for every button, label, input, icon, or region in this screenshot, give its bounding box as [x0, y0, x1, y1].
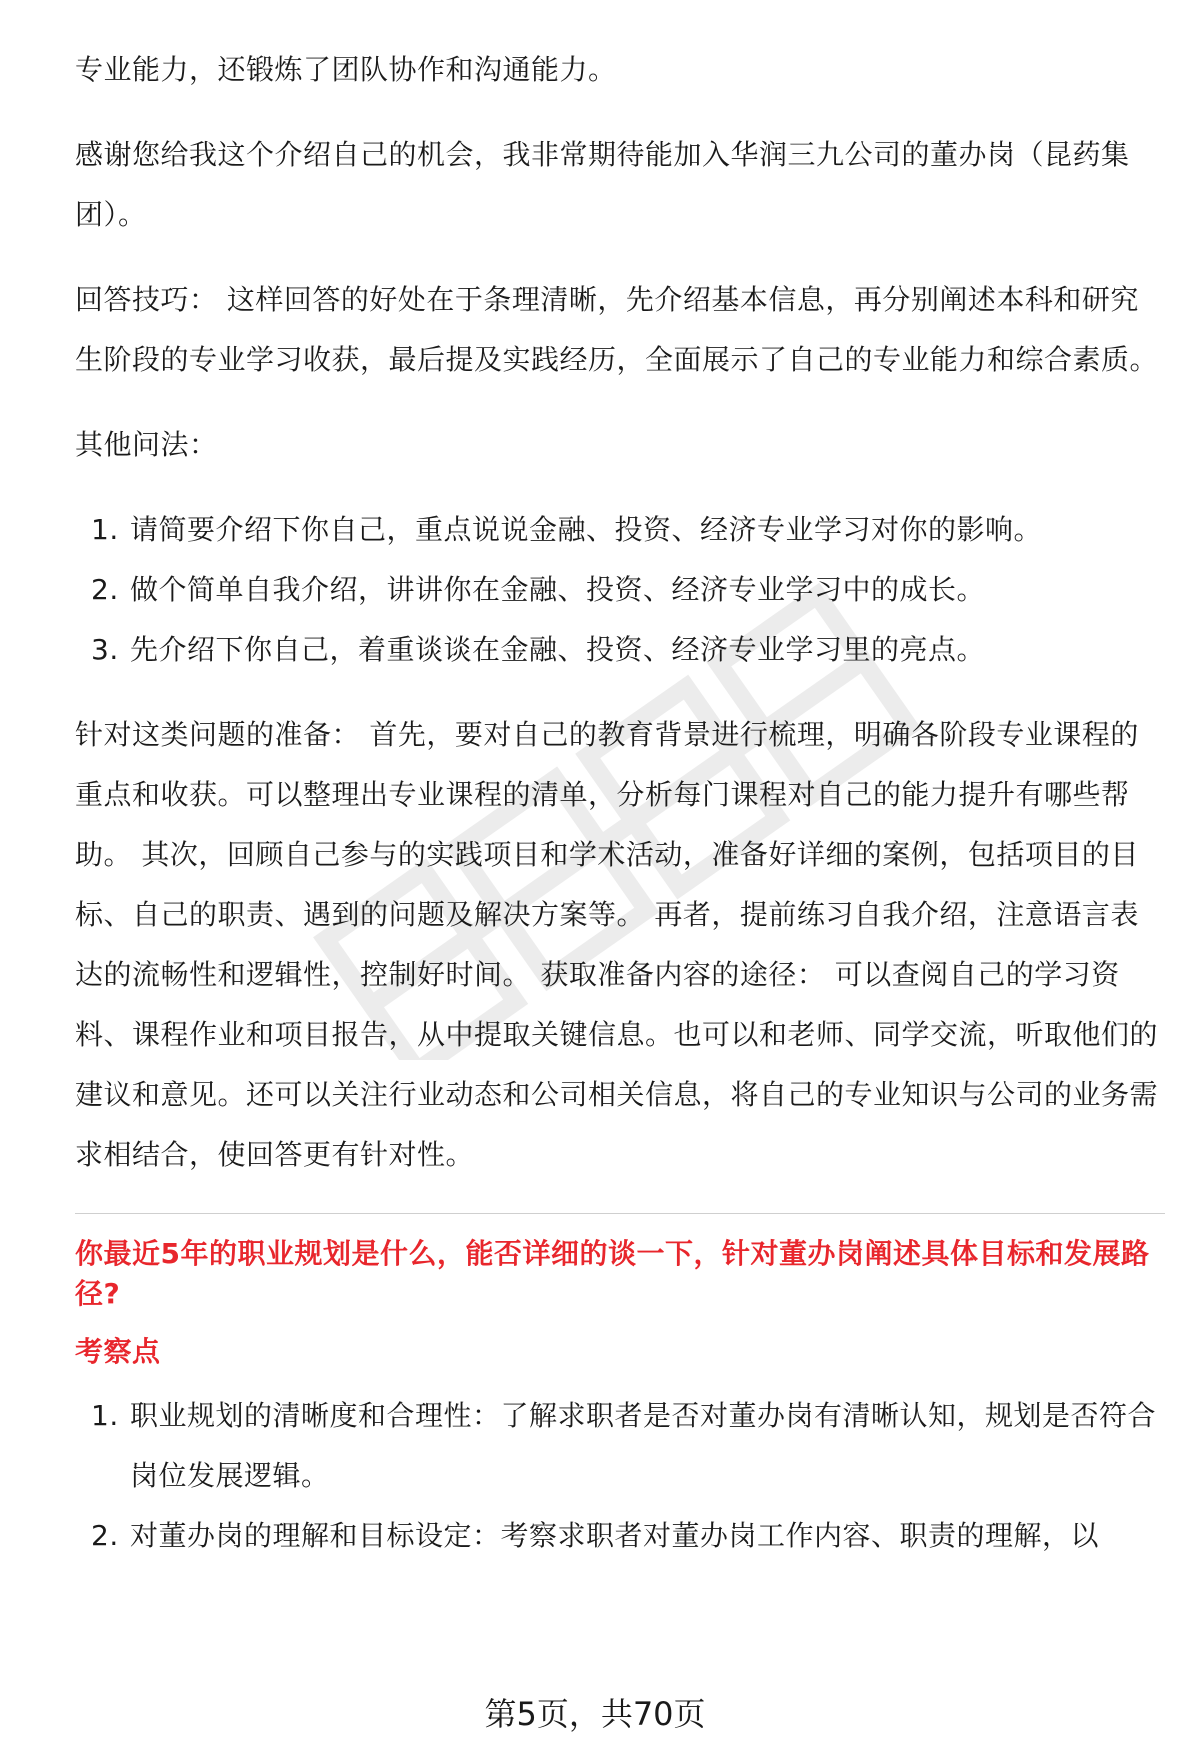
- paragraph-preparation: 针对这类问题的准备： 首先，要对自己的教育背景进行梳理，明确各阶段专业课程的重点和收获。可以整理出专业课程的清单，分析每门课程对自己的能力提升有哪些帮助。 其次，回顾自己参与的实践项目和学术活动，准备好详细的案例，包括项目的目标、自己的职责、遇到的问题及解决方案等。 再者，提前练习自我介绍，注意语言表达的流畅性和逻辑性，控制好时间。 获取准备内容的途径： 可以查阅自己的学习资料、课程作业和项目报告，从中提取关键信息。也可以和老师、同学交流，听取他们的建议和意见。还可以关注行业动态和公司相关信息，将自己的专业知识与公司的业务需求相结合，使回答更有针对性。: [75, 718, 1159, 1171]
- section-divider: [75, 1213, 1165, 1214]
- list-item: [75, 620, 1165, 680]
- list-item: [75, 560, 1165, 620]
- list-text: 请简要介绍下你自己，重点说说金融、投资、经济专业学习对你的影响。: [130, 513, 1043, 546]
- section-subheading: 考察点: [75, 1335, 161, 1368]
- paragraph-answer-tips: 回答技巧： 这样回答的好处在于条理清晰，先介绍基本信息，再分别阐述本科和研究生阶段的专业学习收获，最后提及实践经历，全面展示了自己的专业能力和综合素质。: [75, 283, 1159, 376]
- paragraph-intro-tail: 专业能力，还锻炼了团队协作和沟通能力。: [75, 53, 617, 86]
- list-number: 2.: [91, 1519, 119, 1552]
- interview-question: 你最近5年的职业规划是什么，能否详细的谈一下，针对董办岗阐述具体目标和发展路径?: [75, 1237, 1150, 1310]
- page-number: 第5页，共70页: [484, 1695, 706, 1733]
- list-item: [75, 1386, 1165, 1506]
- other-questions-list: [75, 500, 1165, 680]
- list-item: [75, 500, 1165, 560]
- list-item: [75, 1506, 1165, 1566]
- list-text: 职业规划的清晰度和合理性：了解求职者是否对董办岗有清晰认知，规划是否符合岗位发展逻辑。: [130, 1399, 1157, 1492]
- document-body: [75, 40, 1165, 1566]
- list-number: 1.: [91, 513, 119, 546]
- paragraph-thanks: 感谢您给我这个介绍自己的机会，我非常期待能加入华润三九公司的董办岗（昆药集团）。: [75, 138, 1130, 231]
- list-number: 2.: [91, 573, 119, 606]
- list-number: 3.: [91, 633, 119, 666]
- list-text: 对董办岗的理解和目标设定：考察求职者对董办岗工作内容、职责的理解，以: [130, 1519, 1100, 1552]
- paragraph-other-questions-heading: 其他问法：: [75, 428, 218, 461]
- list-text: 做个简单自我介绍，讲讲你在金融、投资、经济专业学习中的成长。: [130, 573, 986, 606]
- assessment-points-list: [75, 1386, 1165, 1566]
- list-number: 1.: [91, 1399, 119, 1432]
- list-text: 先介绍下你自己，着重谈谈在金融、投资、经济专业学习里的亮点。: [130, 633, 986, 666]
